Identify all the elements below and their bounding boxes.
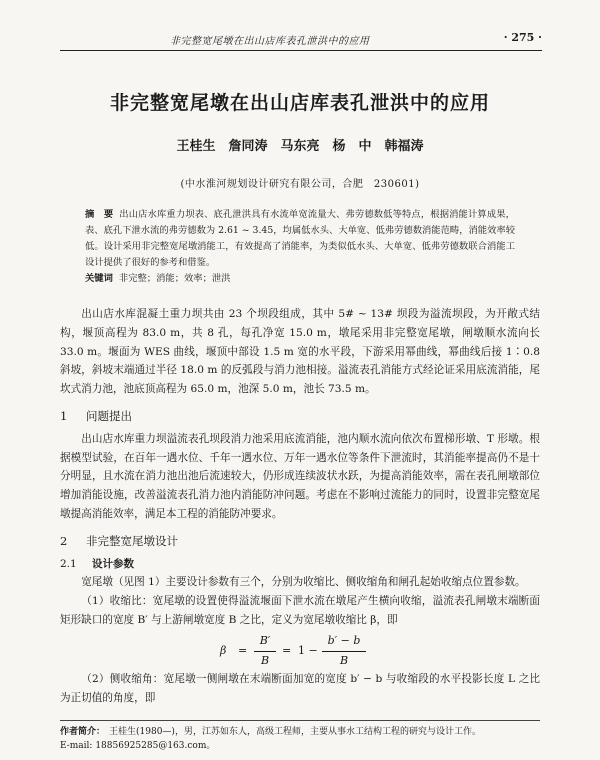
subsection-heading-2-1: [60, 555, 540, 574]
fraction-1-bar: [254, 651, 276, 652]
fraction-2-numerator: b′ − b: [327, 633, 361, 647]
abstract-block: [85, 207, 515, 287]
fraction-2-bar: [322, 651, 366, 652]
fraction-1-denominator: B: [260, 653, 270, 667]
section1-paragraph: 出山店水库重力坝溢流表孔坝段消力池采用底流消能，池内顺水流向依次布置梯形墩、T 形墩。根据模型试验，在百年一遇水位、千年一遇水位、万年一遇水位等条件下泄流时，其消能率提高仍不是十分明显，且水流在消力池出池后流速较大，仍形成连续波状水跃，为提高消能效率，需在表孔闸墩部位增加消能设施，改善溢流表孔消力池内消能防冲问题。考虑在不影响过流能力的同时，设置非完整宽尾墩提高消能效率，满足本工程的消能防冲要求。: [60, 432, 540, 520]
section-heading-2: [60, 532, 540, 551]
footnote-text: 王桂生(1980—)，男，江苏如东人，高级工程师，主要从事水工结构工程的研究与设计工作。: [109, 727, 481, 737]
keywords: [85, 271, 515, 287]
affiliation: (中水淮河规划设计研究有限公司，合肥 230601): [180, 179, 420, 190]
formula-fraction-1: [254, 632, 276, 671]
formula-equals-1: =: [238, 643, 248, 657]
intro-paragraph: 出山店水库混凝土重力坝共由 23 个坝段组成，其中 5# ~ 13# 坝段为溢流坝段，为开敞式结构，堰顶高程为 83.0 m，共 8 孔，每孔净宽 15.0 m，墩尾采用非完整宽尾墩，闸墩顺水流向长 33.0 m。堰面为 WES 曲线，堰顶中部设 1.5 m 宽的水平段，下游采用幂曲线，幂曲线后接 1∶0.8 斜坡，斜坡末端通过半径 18.0 m 的反弧段与消力池相接。溢流表孔消能方式经论证采用底流消能，尾坎式消力池，池底顶高程为 65.0 m，池深 5.0 m，池长 73.5 m。: [60, 308, 540, 396]
footnote-email: E-mail: 18856925285@163.com。: [60, 741, 216, 751]
footnote-label: 作者简介：: [60, 727, 106, 737]
fraction-2-denominator: B: [339, 653, 349, 667]
author-list: 王桂生 詹同涛 马东亮 杨 中 韩福涛: [176, 139, 424, 154]
running-title: 非完整宽尾墩在出山店库表孔泄洪中的应用: [170, 36, 370, 47]
author-footnote: [60, 720, 540, 753]
section-number: 1: [60, 408, 68, 423]
keywords-text: 非完整；消能；效率；泄洪: [118, 273, 231, 284]
abstract-text: 出山店水库重力坝表、底孔泄洪具有水流单宽流量大、弗劳德数低等特点，根据消能计算成果，表、底孔下泄水流的弗劳德数为 2.61 ~ 3.45，均属低水头、大单宽、低弗劳德数消能范畴，消能效率较低。设计采用非完整宽尾墩消能工，有效提高了消能率，为类似低水头、大单宽、低弗劳德数联合消能工设计提供了很好的参考和借鉴。: [85, 209, 515, 268]
section2-paragraph-1: 宽尾墩（见图 1）主要设计参数有三个，分别为收缩比、侧收缩角和闸孔起始收缩点位置参数。: [81, 576, 526, 589]
section-title: 问题提出: [86, 408, 132, 423]
keywords-label: 关键词: [85, 273, 113, 284]
running-header: [60, 30, 542, 51]
section-title: 非完整宽尾墩设计: [86, 533, 178, 548]
article-title: 非完整宽尾墩在出山店库表孔泄洪中的应用: [109, 92, 490, 114]
formula-contraction-ratio: [60, 632, 540, 668]
formula-lhs: β: [220, 643, 227, 657]
formula-equals-2: =: [282, 643, 292, 657]
formula-one-minus: 1 −: [298, 643, 318, 657]
subsection-number: 2.1: [60, 557, 77, 570]
section2-paragraph-2: （1）收缩比：宽尾墩的设置使得溢流堰面下泄水流在墩尾产生横向收缩，溢流表孔闸墩末端断面矩形缺口的宽度 B′ 与上游闸墩宽度 B 之比，定义为宽尾墩收缩比 β，即: [60, 595, 540, 626]
section2-paragraph-3: （2）侧收缩角：宽尾墩一侧闸墩在末端断面加宽的宽度 b′ − b 与收缩段的水平投影长度 L 之比为正切值的角度，即: [60, 672, 540, 704]
section-heading-1: [60, 407, 540, 426]
subsection-title: 设计参数: [92, 557, 134, 570]
section-number: 2: [60, 533, 68, 548]
formula-fraction-2: [322, 632, 366, 671]
abstract-label: 摘 要: [85, 209, 114, 220]
page-number: · 275 ·: [503, 31, 542, 44]
fraction-1-numerator: B′: [259, 633, 271, 647]
abstract: [85, 207, 515, 271]
article-body: [60, 305, 540, 707]
